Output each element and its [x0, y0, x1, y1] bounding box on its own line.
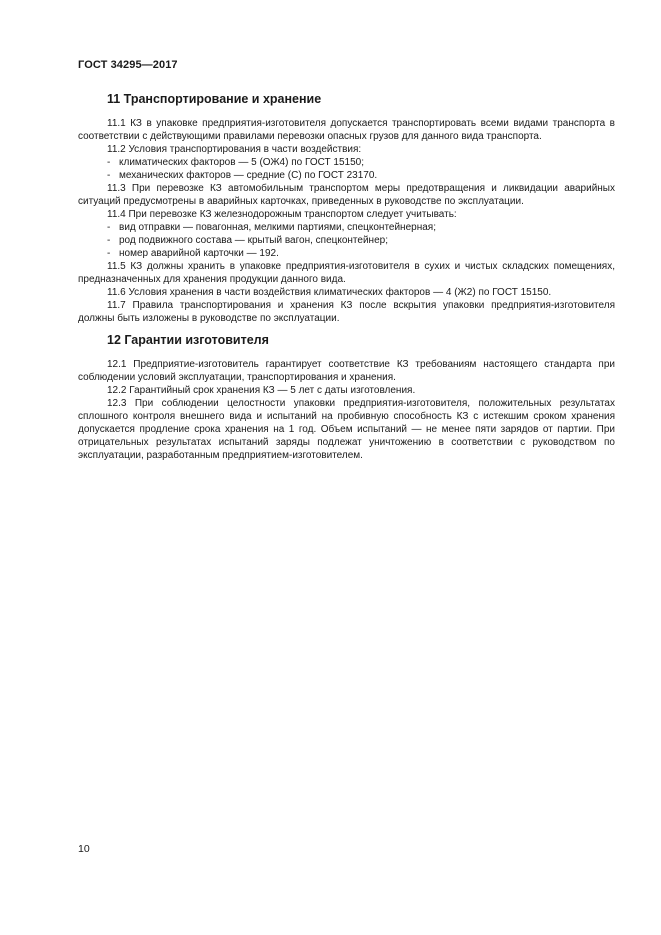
page-number: 10 — [78, 843, 90, 855]
section-transport-storage — [78, 92, 615, 325]
list-item: - вид отправки — повагонная, мелкими партиями, спецконтейнерная; — [107, 222, 436, 233]
paragraph-11-6: 11.6 Условия хранения в части воздействия климатических факторов — 4 (Ж2) по ГОСТ 15150. — [107, 287, 552, 298]
list-item: - механических факторов — средние (С) по ГОСТ 23170. — [107, 170, 378, 181]
paragraph-12-2: 12.2 Гарантийный срок хранения КЗ — 5 лет с даты изготовления. — [107, 385, 416, 396]
list-item: - климатических факторов — 5 (ОЖ4) по ГОСТ 15150; — [107, 157, 364, 168]
section-manufacturer-warranty — [78, 333, 615, 462]
paragraph-11-4: 11.4 При перевозке КЗ железнодорожным транспортом следует учитывать: — [107, 209, 457, 220]
list-item: - род подвижного состава — крытый вагон, спецконтейнер; — [107, 235, 388, 246]
paragraph-12-1: 12.1 Предприятие-изготовитель гарантирует соответствие КЗ требованиям настоящего стандарта при соблюдении условий эксплуатации, транспортирования и хранения. — [78, 359, 615, 383]
paragraph-11-2: 11.2 Условия транспортирования в части воздействия: — [107, 144, 362, 155]
list-item: - номер аварийной карточки — 192. — [107, 248, 279, 259]
paragraph-11-7: 11.7 Правила транспортирования и хранения КЗ после вскрытия упаковки предприятия-изготовителя должны быть изложены в руководстве по эксплуатации. — [78, 300, 615, 324]
section-title: 12 Гарантии изготовителя — [107, 333, 269, 347]
section-title: 11 Транспортирование и хранение — [107, 92, 322, 106]
paragraph-11-3: 11.3 При перевозке КЗ автомобильным транспортом меры предотвращения и ликвидации аварийных ситуаций предусмотрены в аварийных карточках, приведенных в руководстве по эксплуатации. — [78, 183, 615, 207]
paragraph-12-3: 12.3 При соблюдении целостности упаковки предприятия-изготовителя, положительных результатах сплошного контроля внешнего вида и испытаний на пробивную способность КЗ с истекшим сроком хранения допускается продление срока хранения на 1 год. Объем испытаний — не менее пяти зарядов от партии. При отрицательных результатах испытаний заряды подлежат уничтожению в соответствии с руководством по эксплуатации, разработанным предприятием-изготовителем. — [78, 398, 615, 461]
paragraph-11-5: 11.5 КЗ должны хранить в упаковке предприятия-изготовителя в сухих и чистых складских помещениях, предназначенных для хранения продукции данного вида. — [78, 261, 615, 285]
document-code-header: ГОСТ 34295—2017 — [78, 59, 178, 71]
paragraph-11-1: 11.1 КЗ в упаковке предприятия-изготовителя допускается транспортировать всеми видами транспорта в соответствии с действующими правилами перевозки опасных грузов для данного вида транспорта. — [78, 118, 615, 142]
